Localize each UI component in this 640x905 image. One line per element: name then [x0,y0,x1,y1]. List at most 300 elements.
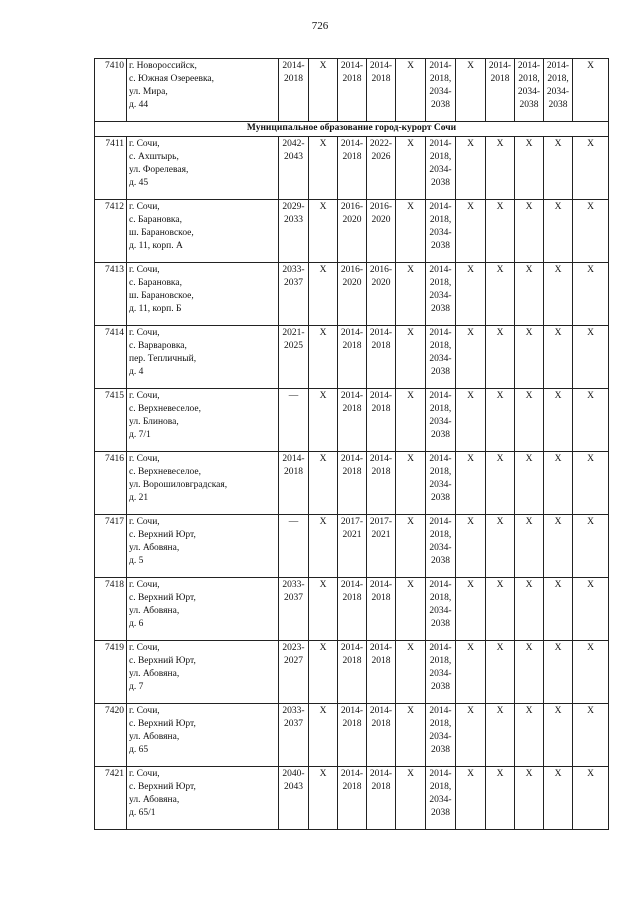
period-cell-c1-line: — [288,517,299,527]
period-cell-c2 [309,515,338,578]
period-cell-c7 [456,704,486,767]
address-cell-line: ш. Барановское, [129,228,194,238]
period-cell-c4-line: 2014- [369,328,393,338]
period-cell-c11 [573,59,609,122]
address-cell-line: с. Ахштырь, [129,152,179,162]
period-cell-c6-line: 2018, [429,593,452,603]
period-cell-c11-line: X [587,202,594,212]
period-cell-c1-line: 2033- [282,580,305,590]
period-cell-c8-line: X [496,454,504,464]
period-cell-c4 [367,326,396,389]
period-cell-c6 [426,200,456,263]
period-cell-c5 [396,704,426,767]
period-cell-c2 [309,59,338,122]
period-cell-c3 [338,641,367,704]
address-cell [127,578,279,641]
period-cell-c11 [573,389,609,452]
period-cell-c7 [456,200,486,263]
address-cell-line: ул. Абовяна, [129,795,180,805]
period-cell-c3-line: 2016- [340,202,364,212]
address-cell-line: г. Сочи, [129,139,160,149]
period-cell-c3 [338,59,367,122]
period-cell-c1-line: 2029- [282,202,305,212]
period-cell-c9-line: X [525,643,533,653]
period-cell-c7-line: X [467,328,474,338]
period-cell-c11-line: X [587,265,594,275]
period-cell-c1-line: 2021- [282,328,305,338]
period-cell-c2 [309,389,338,452]
period-cell-c9-line: X [525,139,533,149]
address-cell-line: д. 44 [129,100,149,110]
period-cell-c2 [309,578,338,641]
period-cell-c6 [426,704,456,767]
period-cell-c1-line: 2040- [282,769,305,779]
period-cell-c3 [338,578,367,641]
period-cell-c5 [396,200,426,263]
address-cell-line: д. 65/1 [129,808,156,818]
table-row [95,389,609,452]
period-cell-c1-line: 2018 [284,74,303,84]
section-title: Муниципальное образование город-курорт Сочи [95,122,609,137]
period-cell-c4 [367,263,396,326]
period-cell-c6 [426,452,456,515]
period-cell-c10-line: X [554,517,562,527]
period-cell-c10-line: X [554,202,562,212]
period-cell-c2 [309,326,338,389]
period-cell-c4-line: 2018 [371,656,391,666]
period-cell-c4 [367,704,396,767]
address-cell-line: с. Варваровка, [129,341,187,351]
period-cell-c7-line: X [467,454,474,464]
period-cell-c1-line: 2025 [284,341,303,351]
period-cell-c7 [456,326,486,389]
period-cell-c6-line: 2034- [429,165,452,175]
period-cell-c5 [396,389,426,452]
period-cell-c2-line: X [319,706,327,716]
period-cell-c5 [396,641,426,704]
address-cell-line: г. Сочи, [129,517,160,527]
period-cell-c2-line: X [319,265,327,275]
period-cell-c8 [486,326,515,389]
period-cell-c3-line: 2020 [342,278,362,288]
row-number: 7411 [95,137,127,200]
period-cell-c9-line: X [525,454,533,464]
period-cell-c1-line: 2033 [284,215,303,225]
period-cell-c11-line: X [587,391,594,401]
period-cell-c6-line: 2014- [429,265,452,275]
period-cell-c5 [396,452,426,515]
period-cell-c10-line: X [554,328,562,338]
period-cell-c11 [573,515,609,578]
period-cell-c1 [279,578,309,641]
period-cell-c7-line: X [467,202,474,212]
period-cell-c10-line: X [554,265,562,275]
table-row [95,767,609,830]
period-cell-c11 [573,200,609,263]
address-cell-line: ул. Абовяна, [129,669,180,679]
period-cell-c3-line: 2018 [342,341,362,351]
period-cell-c3 [338,263,367,326]
period-cell-c11-line: X [587,328,594,338]
period-cell-c8-line: X [496,580,504,590]
period-cell-c8 [486,389,515,452]
period-cell-c1-line: 2033- [282,706,305,716]
period-cell-c3 [338,326,367,389]
period-cell-c6-line: 2018, [429,530,452,540]
period-cell-c8-line: X [496,139,504,149]
period-cell-c1-line: 2018 [284,467,303,477]
address-cell [127,641,279,704]
period-cell-c6-line: 2038 [431,304,450,314]
period-cell-c8-line: X [496,706,504,716]
period-cell-c4-line: 2014- [369,706,393,716]
address-cell-line: с. Барановка, [129,215,182,225]
address-cell-line: г. Сочи, [129,454,160,464]
period-cell-c10 [544,389,573,452]
address-cell-line: с. Южная Озереевка, [129,74,215,84]
period-cell-c1 [279,200,309,263]
address-cell-line: г. Сочи, [129,706,160,716]
period-cell-c6-line: 2034- [429,795,452,805]
table-row [95,326,609,389]
period-cell-c6-line: 2014- [429,139,452,149]
period-cell-c8-line: 2014- [488,61,512,71]
period-cell-c9-line: X [525,706,533,716]
address-cell [127,452,279,515]
address-cell-line: с. Верхний Юрт, [129,719,196,729]
period-cell-c1-line: 2023- [282,643,305,653]
period-cell-c5 [396,326,426,389]
period-cell-c6 [426,326,456,389]
period-cell-c3-line: 2018 [342,467,362,477]
period-cell-c5-line: X [407,769,414,779]
period-cell-c6-line: 2038 [431,682,450,692]
period-cell-c1-line: 2043 [284,152,303,162]
address-cell [127,704,279,767]
period-cell-c2-line: X [319,328,327,338]
period-cell-c1-line: 2014- [282,61,305,71]
period-cell-c3-line: 2018 [342,74,362,84]
period-cell-c4-line: 2014- [369,643,393,653]
period-cell-c3 [338,704,367,767]
period-cell-c10 [544,641,573,704]
period-cell-c4 [367,767,396,830]
period-cell-c1 [279,767,309,830]
table-row [95,578,609,641]
table-row [95,515,609,578]
period-cell-c9-line: 2018, [518,74,540,84]
period-cell-c4-line: 2018 [371,74,391,84]
period-cell-c4-line: 2014- [369,769,393,779]
address-cell-line: г. Сочи, [129,328,160,338]
period-cell-c9-line: X [525,517,533,527]
period-cell-c4-line: 2020 [371,215,391,225]
period-cell-c8-line: X [496,202,504,212]
period-cell-c9 [515,263,544,326]
period-cell-c4-line: 2014- [369,61,393,71]
period-cell-c2-line: X [319,580,327,590]
address-cell-line: д. 11, корп. Б [129,304,182,314]
period-cell-c6-line: 2034- [429,228,452,238]
period-cell-c5 [396,263,426,326]
period-cell-c9 [515,137,544,200]
period-cell-c5-line: X [407,328,414,338]
period-cell-c9 [515,641,544,704]
period-cell-c4-line: 2026 [371,152,391,162]
period-cell-c10 [544,326,573,389]
period-cell-c6 [426,389,456,452]
table-row [95,704,609,767]
table-row [95,200,609,263]
period-cell-c1-line: 2042- [282,139,305,149]
address-cell-line: д. 65 [129,745,149,755]
period-cell-c4-line: 2017- [369,517,393,527]
row-number: 7412 [95,200,127,263]
period-cell-c7 [456,515,486,578]
address-cell-line: ул. Мира, [129,87,168,97]
period-cell-c8 [486,578,515,641]
period-cell-c4 [367,200,396,263]
period-cell-c2-line: X [319,517,327,527]
period-cell-c9 [515,452,544,515]
period-cell-c10-line: 2014- [546,61,570,71]
period-cell-c1 [279,389,309,452]
period-cell-c6-line: 2014- [429,391,452,401]
period-cell-c2-line: X [319,61,327,71]
period-cell-c1 [279,137,309,200]
period-cell-c11 [573,137,609,200]
period-cell-c1-line: 2027 [284,656,303,666]
period-cell-c6-line: 2038 [431,241,450,251]
period-cell-c10 [544,137,573,200]
period-cell-c3-line: 2018 [342,593,362,603]
period-cell-c7-line: X [467,265,474,275]
period-cell-c2-line: X [319,454,327,464]
period-cell-c3-line: 2014- [340,139,364,149]
period-cell-c6-line: 2038 [431,493,450,503]
period-cell-c6-line: 2018, [429,215,452,225]
period-cell-c6-line: 2034- [429,606,452,616]
period-cell-c6-line: 2038 [431,178,450,188]
period-cell-c6-line: 2014- [429,61,452,71]
address-cell-line: с. Барановка, [129,278,182,288]
period-cell-c5-line: X [407,643,414,653]
period-cell-c7-line: X [467,139,474,149]
period-cell-c2 [309,704,338,767]
row-number: 7418 [95,578,127,641]
section-row [95,122,609,137]
period-cell-c3-line: 2014- [340,391,364,401]
period-cell-c10 [544,263,573,326]
period-cell-c9-line: X [525,265,533,275]
period-cell-c1 [279,641,309,704]
period-cell-c9-line: X [525,391,533,401]
period-cell-c7-line: X [467,61,474,71]
period-cell-c10 [544,59,573,122]
period-cell-c2 [309,452,338,515]
address-cell [127,326,279,389]
address-cell-line: д. 21 [129,493,149,503]
period-cell-c5-line: X [407,202,414,212]
period-cell-c1-line: 2037 [284,278,303,288]
period-cell-c2 [309,767,338,830]
period-cell-c8 [486,200,515,263]
period-cell-c4-line: 2018 [371,341,391,351]
address-cell [127,515,279,578]
period-cell-c4-line: 2014- [369,454,393,464]
period-cell-c2 [309,200,338,263]
period-cell-c4-line: 2016- [369,265,393,275]
period-cell-c1 [279,452,309,515]
period-cell-c10-line: X [554,580,562,590]
period-cell-c3-line: 2018 [342,404,362,414]
period-cell-c10 [544,452,573,515]
period-cell-c6 [426,515,456,578]
period-cell-c8-line: X [496,328,504,338]
address-cell-line: с. Верхний Юрт, [129,656,196,666]
period-cell-c10-line: 2034- [546,87,570,97]
address-cell [127,263,279,326]
period-cell-c6-line: 2014- [429,706,452,716]
period-cell-c11 [573,452,609,515]
period-cell-c6 [426,641,456,704]
period-cell-c11-line: X [587,580,594,590]
period-cell-c6-line: 2038 [431,556,450,566]
address-cell-line: д. 4 [129,367,144,377]
period-cell-c9 [515,59,544,122]
period-cell-c8 [486,59,515,122]
period-cell-c3 [338,200,367,263]
period-cell-c8-line: X [496,769,504,779]
period-cell-c6-line: 2018, [429,656,452,666]
period-cell-c4 [367,452,396,515]
period-cell-c6-line: 2034- [429,732,452,742]
period-cell-c8-line: X [496,643,504,653]
period-cell-c6-line: 2014- [429,454,452,464]
address-cell-line: г. Сочи, [129,391,160,401]
period-cell-c3-line: 2018 [342,782,362,792]
period-cell-c3-line: 2016- [340,265,364,275]
period-cell-c11-line: X [587,706,594,716]
period-cell-c10-line: X [554,769,562,779]
period-cell-c2 [309,641,338,704]
period-cell-c3-line: 2014- [340,643,364,653]
period-cell-c6-line: 2014- [429,580,452,590]
address-cell-line: д. 5 [129,556,144,566]
row-number: 7417 [95,515,127,578]
address-cell-line: д. 45 [129,178,149,188]
period-cell-c3-line: 2021 [342,530,362,540]
address-cell-line: г. Сочи, [129,643,160,653]
period-cell-c9-line: X [525,202,533,212]
period-cell-c6-line: 2034- [429,291,452,301]
period-cell-c4-line: 2020 [371,278,391,288]
period-cell-c11-line: X [587,643,594,653]
period-cell-c6-line: 2018, [429,152,452,162]
period-cell-c3 [338,515,367,578]
period-cell-c9 [515,200,544,263]
address-cell [127,389,279,452]
period-cell-c2-line: X [319,202,327,212]
period-cell-c4-line: 2018 [371,467,391,477]
address-cell-line: пер. Тепличный, [129,354,197,364]
page-number: 726 [311,20,329,32]
row-number: 7410 [95,59,127,122]
period-cell-c6-line: 2034- [429,669,452,679]
period-cell-c8 [486,767,515,830]
period-cell-c1-line: 2033- [282,265,305,275]
period-cell-c11-line: X [587,517,594,527]
period-cell-c9 [515,704,544,767]
row-number: 7419 [95,641,127,704]
period-cell-c2-line: X [319,139,327,149]
period-cell-c1 [279,59,309,122]
address-cell-line: д. 7 [129,682,144,692]
period-cell-c2 [309,263,338,326]
period-cell-c6 [426,137,456,200]
period-cell-c6-line: 2014- [429,643,452,653]
period-cell-c7 [456,389,486,452]
period-cell-c8 [486,641,515,704]
address-cell-line: ул. Абовяна, [129,732,180,742]
period-cell-c6-line: 2014- [429,202,452,212]
row-number: 7415 [95,389,127,452]
period-cell-c1-line: 2037 [284,593,303,603]
address-cell-line: д. 11, корп. А [129,241,183,251]
period-cell-c7-line: X [467,769,474,779]
row-number: 7414 [95,326,127,389]
period-cell-c11 [573,263,609,326]
period-cell-c1 [279,515,309,578]
period-cell-c5 [396,578,426,641]
period-cell-c11 [573,767,609,830]
period-cell-c4-line: 2021 [371,530,391,540]
period-cell-c4 [367,59,396,122]
period-cell-c5-line: X [407,517,414,527]
period-cell-c2-line: X [319,769,327,779]
address-cell-line: с. Верхний Юрт, [129,530,196,540]
period-cell-c6-line: 2014- [429,769,452,779]
period-cell-c4 [367,641,396,704]
period-cell-c3-line: 2018 [342,719,362,729]
period-cell-c10-line: X [554,706,562,716]
period-cell-c2-line: X [319,391,327,401]
row-number: 7416 [95,452,127,515]
registry-table [94,58,609,830]
period-cell-c11 [573,641,609,704]
period-cell-c7 [456,452,486,515]
period-cell-c11-line: X [587,454,594,464]
period-cell-c11-line: X [587,61,594,71]
period-cell-c6-line: 2038 [431,367,450,377]
period-cell-c4-line: 2018 [371,593,391,603]
period-cell-c7-line: X [467,706,474,716]
period-cell-c11-line: X [587,139,594,149]
period-cell-c6-line: 2034- [429,417,452,427]
period-cell-c3-line: 2020 [342,215,362,225]
address-cell-line: ул. Абовяна, [129,543,180,553]
period-cell-c8 [486,515,515,578]
period-cell-c6-line: 2014- [429,328,452,338]
period-cell-c6-line: 2034- [429,543,452,553]
address-cell-line: с. Верхний Юрт, [129,593,196,603]
address-cell-line: д. 7/1 [129,430,151,440]
row-number: 7421 [95,767,127,830]
period-cell-c7-line: X [467,391,474,401]
period-cell-c3 [338,452,367,515]
period-cell-c4-line: 2022- [369,139,393,149]
period-cell-c6-line: 2038 [431,430,450,440]
